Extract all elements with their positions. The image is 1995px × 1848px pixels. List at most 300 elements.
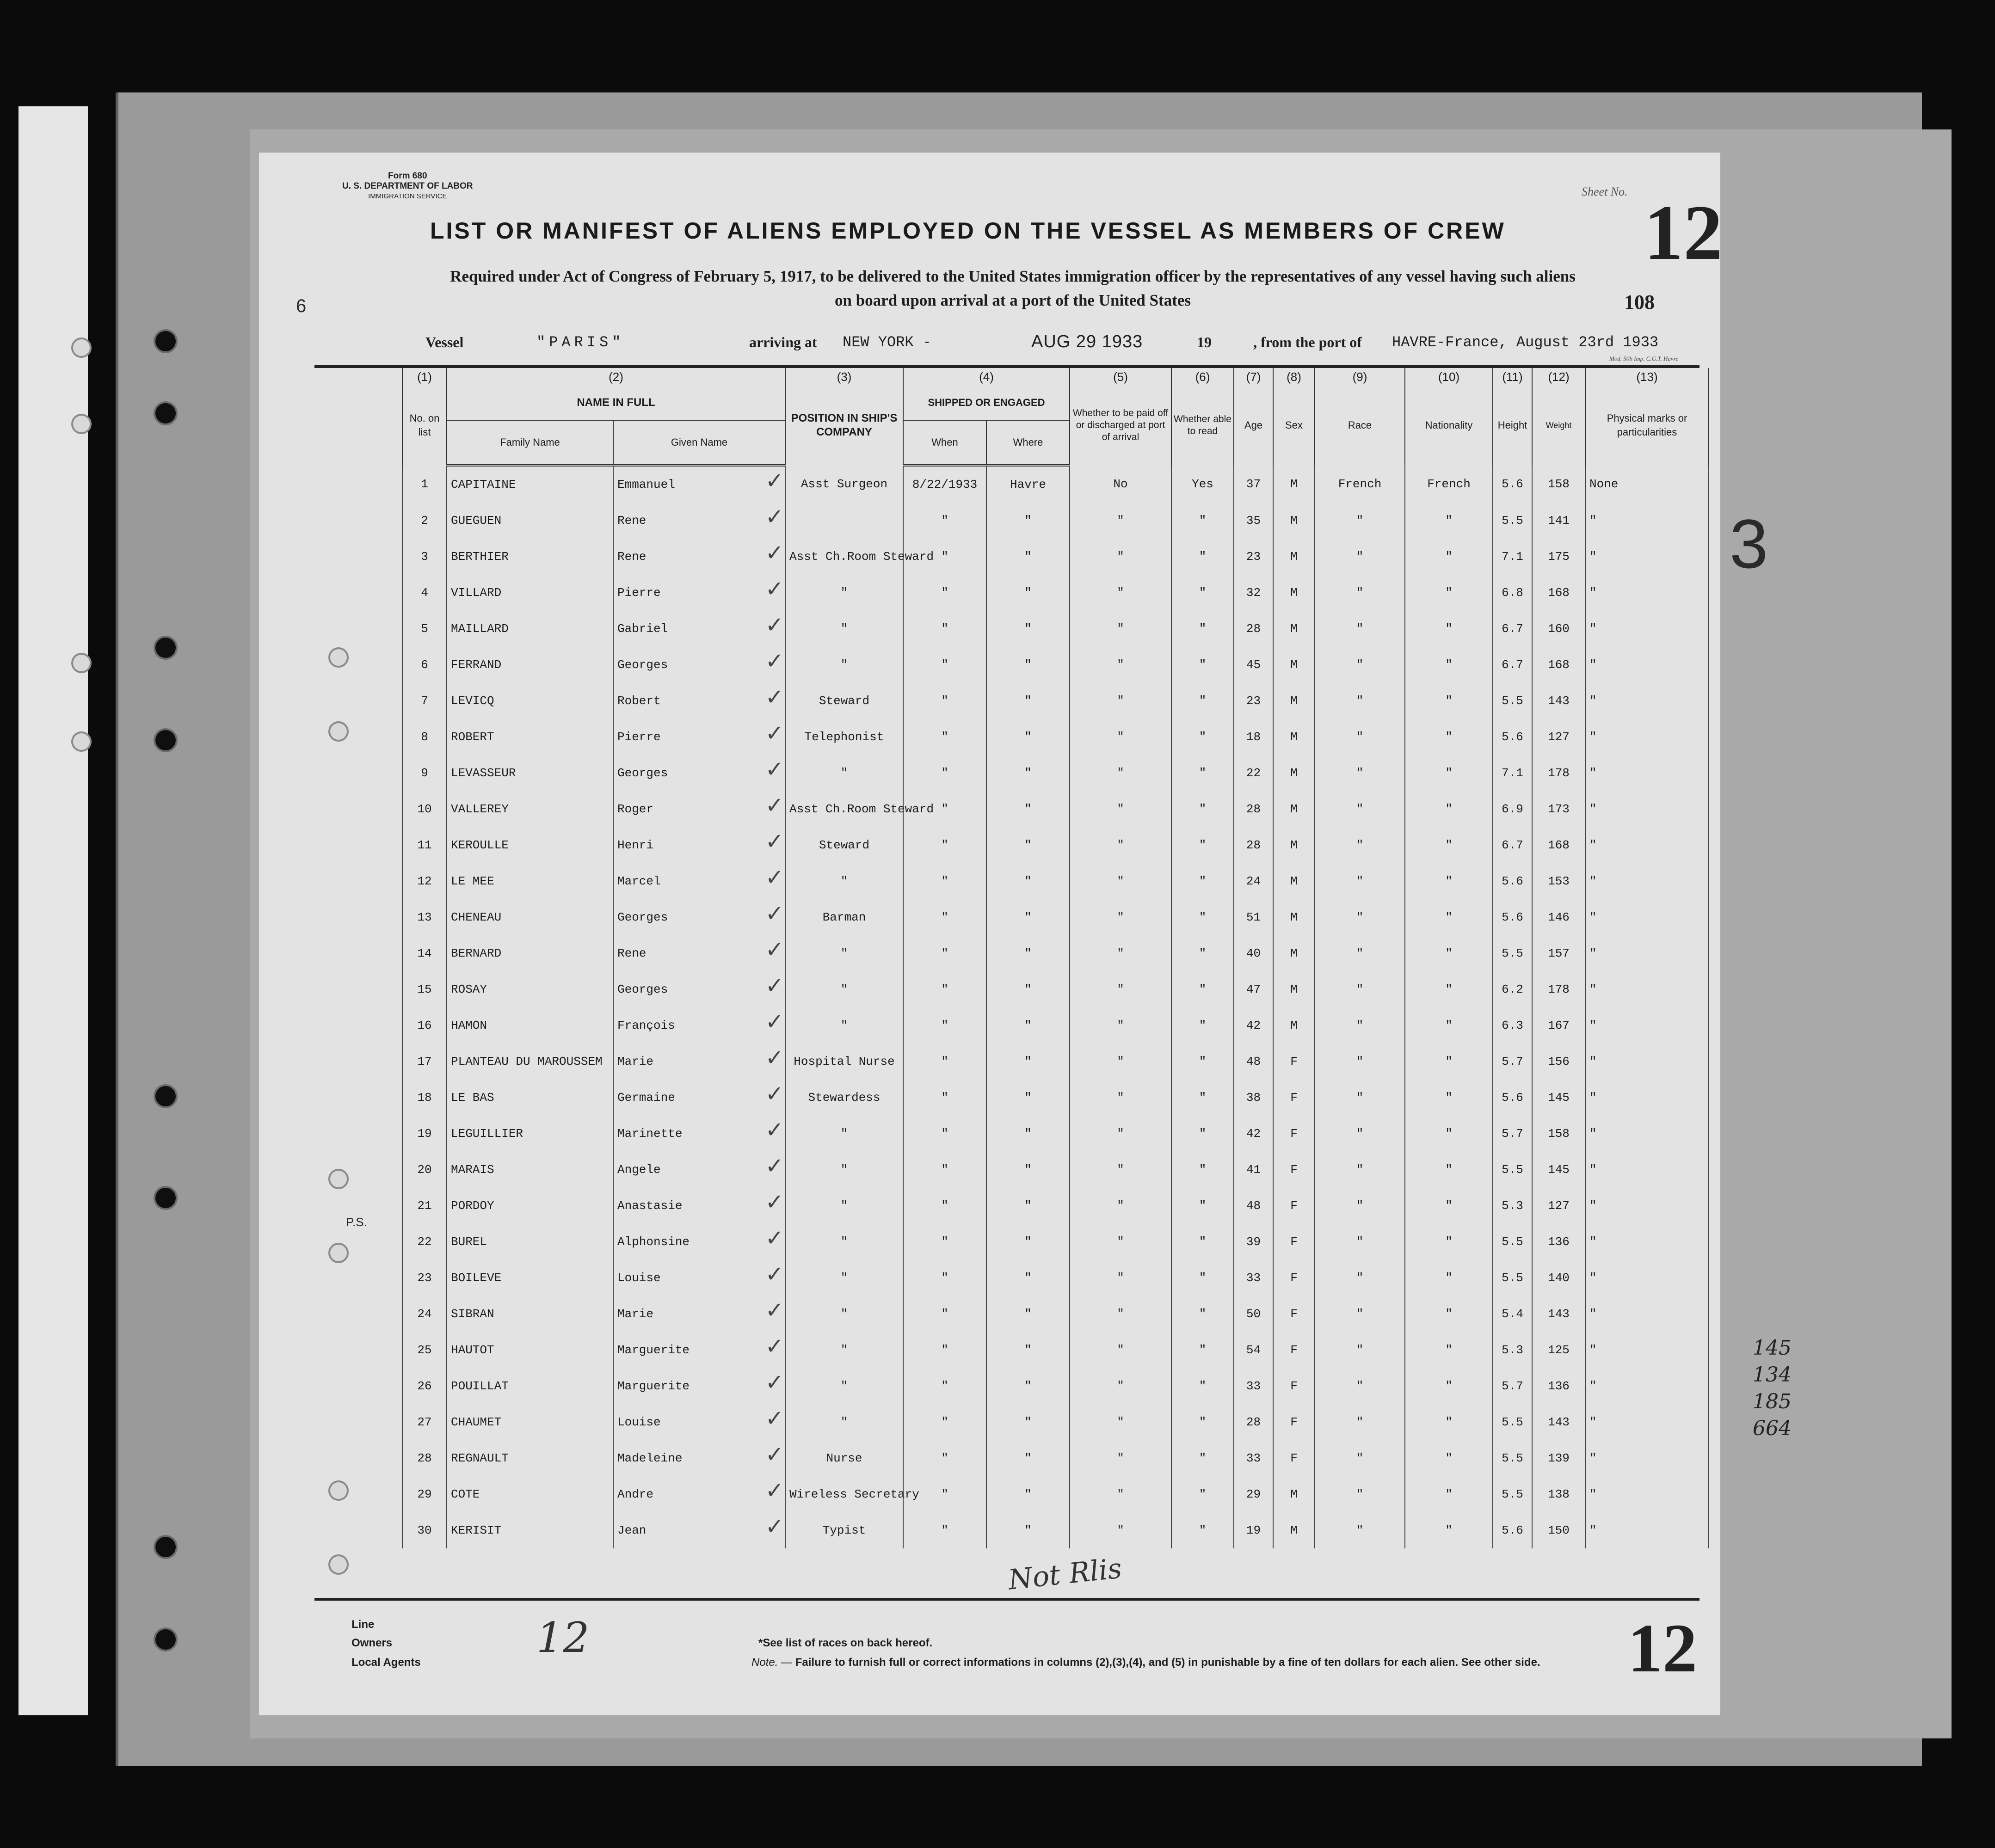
cell-row-number: 2: [402, 503, 447, 539]
cell-shipped-when: ": [903, 1116, 986, 1152]
cell-able-to-read: ": [1171, 1152, 1234, 1188]
cell-paid-off: ": [1070, 1188, 1171, 1224]
check-cell: [314, 466, 402, 503]
cell-sex: F: [1273, 1296, 1315, 1332]
cell-shipped-when: ": [903, 935, 986, 971]
checkmark-icon: ✓: [765, 756, 784, 782]
cell-sex: M: [1273, 539, 1315, 575]
cell-physical-marks: ": [1585, 1224, 1709, 1260]
cell-physical-marks: ": [1585, 1296, 1709, 1332]
cell-shipped-when: ": [903, 1260, 986, 1296]
checkmark-icon: ✓: [765, 1189, 784, 1215]
cell-position: Asst Ch.Room Steward: [785, 539, 903, 575]
cell-sex: M: [1273, 899, 1315, 935]
crew-rows: [314, 466, 1709, 1549]
cell-age: 42: [1234, 1007, 1273, 1044]
cell-physical-marks: ": [1585, 1404, 1709, 1440]
table-row: [314, 755, 1709, 791]
cell-position: ": [785, 1404, 903, 1440]
checkmark-icon: ✓: [765, 1297, 784, 1323]
cell-weight: 158: [1532, 466, 1585, 503]
cell-height: 5.5: [1493, 935, 1532, 971]
binder-hole: [154, 401, 178, 425]
cell-age: 22: [1234, 755, 1273, 791]
cell-shipped-where: ": [986, 1152, 1070, 1188]
cell-row-number: 11: [402, 827, 447, 863]
checkmark-icon: ✓: [765, 937, 784, 963]
cell-nationality: ": [1405, 503, 1493, 539]
cell-shipped-where: ": [986, 503, 1070, 539]
checkmark-icon: ✓: [765, 684, 784, 710]
cell-physical-marks: ": [1585, 503, 1709, 539]
cell-paid-off: ": [1070, 611, 1171, 647]
cell-given-name: Georges ✓: [613, 755, 785, 791]
check-cell: [314, 683, 402, 719]
cell-paid-off: ": [1070, 1080, 1171, 1116]
header-nationality: Nationality: [1405, 386, 1493, 466]
col-6-number: (6): [1171, 368, 1234, 386]
cell-nationality: ": [1405, 1007, 1493, 1044]
cell-race: ": [1315, 539, 1405, 575]
check-cell: [314, 1440, 402, 1476]
cell-position: Steward: [785, 827, 903, 863]
cell-row-number: 4: [402, 575, 447, 611]
cell-paid-off: No: [1070, 466, 1171, 503]
header-paid-off: Whether to be paid off or discharged at port of arrival: [1070, 386, 1171, 466]
table-row: [314, 683, 1709, 719]
check-cell: [314, 791, 402, 827]
cell-weight: 157: [1532, 935, 1585, 971]
checkmark-icon: ✓: [765, 648, 784, 674]
cell-height: 5.6: [1493, 466, 1532, 503]
cell-age: 45: [1234, 647, 1273, 683]
cell-given-name: Roger ✓: [613, 791, 785, 827]
cell-paid-off: ": [1070, 647, 1171, 683]
binder-hole: [71, 653, 92, 673]
cell-height: 7.1: [1493, 539, 1532, 575]
cell-age: 41: [1234, 1152, 1273, 1188]
cell-sex: M: [1273, 719, 1315, 755]
cell-age: 23: [1234, 539, 1273, 575]
cell-nationality: ": [1405, 1188, 1493, 1224]
cell-sex: M: [1273, 935, 1315, 971]
check-cell: [314, 971, 402, 1007]
cell-family-name: HAUTOT: [447, 1332, 613, 1368]
cell-physical-marks: ": [1585, 1512, 1709, 1548]
cell-weight: 178: [1532, 971, 1585, 1007]
header-race: Race: [1315, 386, 1405, 466]
cell-height: 5.6: [1493, 719, 1532, 755]
cell-race: ": [1315, 1080, 1405, 1116]
cell-physical-marks: ": [1585, 971, 1709, 1007]
cell-given-name: Louise ✓: [613, 1404, 785, 1440]
cell-height: 6.2: [1493, 971, 1532, 1007]
cell-given-name: Marie ✓: [613, 1044, 785, 1080]
cell-position: ": [785, 1224, 903, 1260]
cell-shipped-where: ": [986, 611, 1070, 647]
cell-race: ": [1315, 935, 1405, 971]
cell-physical-marks: ": [1585, 1080, 1709, 1116]
note-prefix: Note. —: [751, 1656, 793, 1669]
check-cell: [314, 1007, 402, 1044]
cell-physical-marks: ": [1585, 899, 1709, 935]
cell-able-to-read: Yes: [1171, 466, 1234, 503]
cell-family-name: COTE: [447, 1476, 613, 1512]
cell-nationality: ": [1405, 1368, 1493, 1404]
cell-sex: M: [1273, 971, 1315, 1007]
cell-row-number: 8: [402, 719, 447, 755]
cell-nationality: ": [1405, 971, 1493, 1007]
cell-shipped-where: ": [986, 539, 1070, 575]
cell-sex: M: [1273, 611, 1315, 647]
cell-race: ": [1315, 1296, 1405, 1332]
cell-height: 6.8: [1493, 575, 1532, 611]
cell-family-name: BOILEVE: [447, 1260, 613, 1296]
cell-able-to-read: ": [1171, 1007, 1234, 1044]
check-cell: [314, 1260, 402, 1296]
handwritten-signature: Not Rlis: [1007, 1552, 1124, 1596]
cell-height: 5.3: [1493, 1188, 1532, 1224]
cell-position: Hospital Nurse: [785, 1044, 903, 1080]
cell-age: 32: [1234, 575, 1273, 611]
vessel-label: Vessel: [425, 334, 464, 350]
cell-position: ": [785, 971, 903, 1007]
cell-physical-marks: ": [1585, 647, 1709, 683]
modification-note: Mod. 50b Imp. C.G.T. Havre: [1609, 355, 1679, 362]
cell-given-name: Georges ✓: [613, 971, 785, 1007]
cell-shipped-where: ": [986, 863, 1070, 899]
checkmark-icon: ✓: [765, 865, 784, 890]
cell-given-name: Germaine ✓: [613, 1080, 785, 1116]
cell-nationality: ": [1405, 1512, 1493, 1548]
cell-physical-marks: ": [1585, 1044, 1709, 1080]
cell-sex: F: [1273, 1404, 1315, 1440]
table-row: [314, 719, 1709, 755]
cell-sex: M: [1273, 647, 1315, 683]
page-title: LIST OR MANIFEST OF ALIENS EMPLOYED ON THE VESSEL AS MEMBERS OF CREW: [430, 218, 1506, 244]
cell-height: 6.3: [1493, 1007, 1532, 1044]
sheet-label: Sheet No.: [1582, 185, 1628, 198]
cell-paid-off: ": [1070, 1152, 1171, 1188]
tally-value: 664: [1753, 1417, 1792, 1440]
cell-height: 5.5: [1493, 1440, 1532, 1476]
cell-family-name: PORDOY: [447, 1188, 613, 1224]
cell-row-number: 5: [402, 611, 447, 647]
cell-shipped-where: ": [986, 1260, 1070, 1296]
cell-family-name: VILLARD: [447, 575, 613, 611]
cell-able-to-read: ": [1171, 755, 1234, 791]
header-weight: Weight: [1532, 386, 1585, 466]
cell-race: ": [1315, 1476, 1405, 1512]
checkmark-icon: ✓: [765, 1081, 784, 1107]
cell-position: Typist: [785, 1512, 903, 1548]
cell-race: ": [1315, 1007, 1405, 1044]
check-cell: [314, 611, 402, 647]
cell-sex: F: [1273, 1224, 1315, 1260]
cell-shipped-when: ": [903, 755, 986, 791]
cell-row-number: 26: [402, 1368, 447, 1404]
cell-given-name: Marie ✓: [613, 1296, 785, 1332]
cell-height: 5.5: [1493, 1260, 1532, 1296]
cell-family-name: POUILLAT: [447, 1368, 613, 1404]
cell-height: 5.3: [1493, 1332, 1532, 1368]
cell-shipped-when: ": [903, 575, 986, 611]
arriving-label: arriving at: [749, 334, 817, 350]
cell-sex: M: [1273, 683, 1315, 719]
checkmark-icon: ✓: [765, 1514, 784, 1540]
cell-nationality: ": [1405, 1080, 1493, 1116]
cell-shipped-where: ": [986, 899, 1070, 935]
checkmark-icon: ✓: [765, 829, 784, 854]
cell-family-name: BERNARD: [447, 935, 613, 971]
cell-weight: 150: [1532, 1512, 1585, 1548]
cell-height: 5.6: [1493, 1080, 1532, 1116]
cell-able-to-read: ": [1171, 647, 1234, 683]
cell-paid-off: ": [1070, 755, 1171, 791]
cell-nationality: ": [1405, 899, 1493, 935]
cell-age: 48: [1234, 1044, 1273, 1080]
cell-shipped-when: ": [903, 1080, 986, 1116]
checkmark-icon: ✓: [765, 612, 784, 638]
table-row: [314, 1512, 1709, 1548]
check-cell: [314, 755, 402, 791]
cell-position: ": [785, 755, 903, 791]
check-cell: [314, 539, 402, 575]
cell-shipped-when: ": [903, 1440, 986, 1476]
cell-race: ": [1315, 755, 1405, 791]
cell-paid-off: ": [1070, 1476, 1171, 1512]
cell-given-name: Georges ✓: [613, 647, 785, 683]
arrival-date-stamp: AUG 29 1933: [1031, 332, 1143, 351]
cell-shipped-where: ": [986, 791, 1070, 827]
cell-paid-off: ": [1070, 503, 1171, 539]
cell-able-to-read: ": [1171, 1296, 1234, 1332]
table-row: [314, 1296, 1709, 1332]
table-row: [314, 1224, 1709, 1260]
cell-given-name: Emmanuel ✓: [613, 466, 785, 503]
cell-family-name: SIBRAN: [447, 1296, 613, 1332]
cell-paid-off: ": [1070, 1224, 1171, 1260]
col-3-number: (3): [785, 368, 903, 386]
cell-physical-marks: ": [1585, 1152, 1709, 1188]
cell-height: 5.7: [1493, 1044, 1532, 1080]
table-row: [314, 827, 1709, 863]
cell-shipped-where: Havre: [986, 466, 1070, 503]
cell-position: Steward: [785, 683, 903, 719]
cell-family-name: BERTHIER: [447, 539, 613, 575]
cell-height: 5.5: [1493, 1404, 1532, 1440]
cell-age: 28: [1234, 791, 1273, 827]
cell-weight: 143: [1532, 1296, 1585, 1332]
cell-sex: F: [1273, 1368, 1315, 1404]
cell-able-to-read: ": [1171, 1476, 1234, 1512]
cell-family-name: LEVICQ: [447, 683, 613, 719]
cell-physical-marks: ": [1585, 1007, 1709, 1044]
cell-family-name: LEVASSEUR: [447, 755, 613, 791]
cell-shipped-when: ": [903, 791, 986, 827]
cell-nationality: ": [1405, 1440, 1493, 1476]
checkmark-icon: ✓: [765, 1478, 784, 1504]
cell-able-to-read: ": [1171, 683, 1234, 719]
table-row: [314, 899, 1709, 935]
cell-age: 18: [1234, 719, 1273, 755]
cell-race: ": [1315, 719, 1405, 755]
checkmark-icon: ✓: [765, 1153, 784, 1179]
check-cell: [314, 719, 402, 755]
table-row: [314, 1188, 1709, 1224]
cell-able-to-read: ": [1171, 503, 1234, 539]
cell-row-number: 15: [402, 971, 447, 1007]
cell-shipped-when: ": [903, 647, 986, 683]
header-position: POSITION IN SHIP'S COMPANY: [785, 386, 903, 466]
cell-age: 33: [1234, 1440, 1273, 1476]
cell-able-to-read: ": [1171, 1368, 1234, 1404]
cell-row-number: 30: [402, 1512, 447, 1548]
check-cell: [314, 863, 402, 899]
cell-nationality: ": [1405, 1404, 1493, 1440]
cell-height: 5.7: [1493, 1116, 1532, 1152]
cell-able-to-read: ": [1171, 1512, 1234, 1548]
cell-paid-off: ": [1070, 1368, 1171, 1404]
cell-row-number: 13: [402, 899, 447, 935]
cell-sex: F: [1273, 1080, 1315, 1116]
checkmark-icon: ✓: [765, 1117, 784, 1143]
cell-row-number: 3: [402, 539, 447, 575]
cell-given-name: Rene ✓: [613, 539, 785, 575]
cell-nationality: ": [1405, 1332, 1493, 1368]
cell-weight: 168: [1532, 827, 1585, 863]
cell-nationality: ": [1405, 1224, 1493, 1260]
cell-able-to-read: ": [1171, 1404, 1234, 1440]
table-row: [314, 647, 1709, 683]
cell-race: ": [1315, 827, 1405, 863]
checkmark-icon: ✓: [765, 792, 784, 818]
cell-sex: F: [1273, 1152, 1315, 1188]
col-5-number: (5): [1070, 368, 1171, 386]
header-shipped-or-engaged: SHIPPED OR ENGAGED: [903, 386, 1070, 420]
cell-shipped-where: ": [986, 1404, 1070, 1440]
header-name-in-full: NAME IN FULL: [447, 386, 785, 420]
cell-height: 5.6: [1493, 899, 1532, 935]
cell-nationality: ": [1405, 1260, 1493, 1296]
table-row: [314, 611, 1709, 647]
cell-weight: 127: [1532, 1188, 1585, 1224]
cell-paid-off: ": [1070, 719, 1171, 755]
cell-race: ": [1315, 1440, 1405, 1476]
cell-weight: 146: [1532, 899, 1585, 935]
col-1-number: (1): [402, 368, 447, 386]
cell-row-number: 18: [402, 1080, 447, 1116]
cell-paid-off: ": [1070, 1260, 1171, 1296]
cell-position: ": [785, 863, 903, 899]
checkmark-icon: ✓: [765, 1442, 784, 1467]
cell-paid-off: ": [1070, 1332, 1171, 1368]
cell-shipped-where: ": [986, 719, 1070, 755]
cell-race: ": [1315, 575, 1405, 611]
cell-given-name: Robert ✓: [613, 683, 785, 719]
check-cell: [314, 503, 402, 539]
cell-age: 28: [1234, 611, 1273, 647]
cell-shipped-where: ": [986, 1512, 1070, 1548]
cell-sex: M: [1273, 1512, 1315, 1548]
cell-race: ": [1315, 1224, 1405, 1260]
cell-position: ": [785, 935, 903, 971]
cell-position: Asst Surgeon: [785, 466, 903, 503]
col-7-number: (7): [1234, 368, 1273, 386]
cell-shipped-where: ": [986, 647, 1070, 683]
checkmark-icon: ✓: [765, 973, 784, 999]
cell-shipped-when: ": [903, 611, 986, 647]
cell-sex: M: [1273, 1476, 1315, 1512]
cell-position: ": [785, 1260, 903, 1296]
header-given-name: Given Name: [613, 420, 785, 466]
table-row: [314, 1368, 1709, 1404]
checkmark-icon: ✓: [765, 540, 784, 566]
cell-age: 39: [1234, 1224, 1273, 1260]
cell-height: 6.7: [1493, 611, 1532, 647]
cell-shipped-where: ": [986, 1332, 1070, 1368]
cell-paid-off: ": [1070, 1116, 1171, 1152]
cell-shipped-when: ": [903, 503, 986, 539]
cell-physical-marks: ": [1585, 1440, 1709, 1476]
checkmark-icon: ✓: [765, 576, 784, 602]
cell-race: ": [1315, 503, 1405, 539]
cell-sex: M: [1273, 755, 1315, 791]
cell-race: ": [1315, 647, 1405, 683]
check-cell: [314, 1332, 402, 1368]
cell-shipped-where: ": [986, 575, 1070, 611]
cell-family-name: VALLEREY: [447, 791, 613, 827]
cell-nationality: ": [1405, 1044, 1493, 1080]
check-cell: [314, 1512, 402, 1548]
check-cell: [314, 1296, 402, 1332]
cell-physical-marks: ": [1585, 1116, 1709, 1152]
cell-family-name: FERRAND: [447, 647, 613, 683]
cell-nationality: ": [1405, 683, 1493, 719]
cell-physical-marks: ": [1585, 539, 1709, 575]
cell-paid-off: ": [1070, 575, 1171, 611]
cell-race: ": [1315, 1512, 1405, 1548]
cell-position: ": [785, 647, 903, 683]
cell-position: ": [785, 575, 903, 611]
cell-age: 51: [1234, 899, 1273, 935]
cell-sex: M: [1273, 466, 1315, 503]
cell-physical-marks: ": [1585, 611, 1709, 647]
cell-physical-marks: ": [1585, 1188, 1709, 1224]
cell-shipped-where: ": [986, 1440, 1070, 1476]
cell-nationality: ": [1405, 827, 1493, 863]
cell-weight: 158: [1532, 1116, 1585, 1152]
ps-note: P.S.: [346, 1215, 367, 1229]
cell-nationality: ": [1405, 863, 1493, 899]
cell-position: Wireless Secretary: [785, 1476, 903, 1512]
check-cell: [314, 1152, 402, 1188]
cell-paid-off: ": [1070, 1512, 1171, 1548]
cell-weight: 175: [1532, 539, 1585, 575]
cell-shipped-when: ": [903, 1512, 986, 1548]
table-row: [314, 575, 1709, 611]
header-height: Height: [1493, 386, 1532, 466]
cell-family-name: CHAUMET: [447, 1404, 613, 1440]
cell-able-to-read: ": [1171, 1116, 1234, 1152]
cell-age: 33: [1234, 1368, 1273, 1404]
cell-given-name: Pierre ✓: [613, 575, 785, 611]
checkmark-icon: ✓: [765, 1009, 784, 1035]
cell-family-name: CAPITAINE: [447, 466, 613, 503]
table-row: [314, 466, 1709, 503]
cell-physical-marks: ": [1585, 827, 1709, 863]
cell-weight: 156: [1532, 1044, 1585, 1080]
